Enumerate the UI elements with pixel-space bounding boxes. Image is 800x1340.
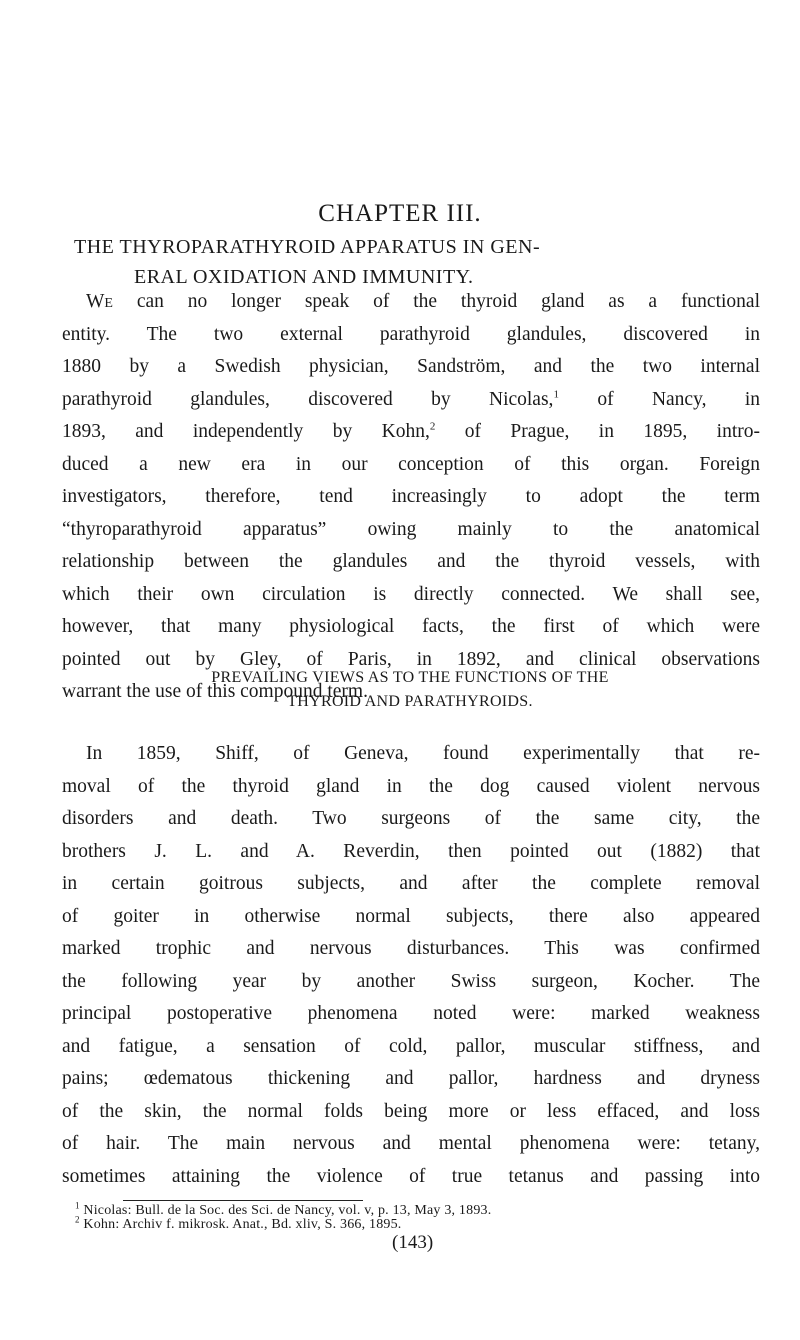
chapter-title-line-1: THE THYROPARATHYROID APPARATUS IN GEN- <box>74 236 541 258</box>
paragraph-1-line: which their own circulation is directly connected. We shall see, <box>62 583 760 605</box>
paragraph-1-line: investigators, therefore, tend increasingly to adopt the term <box>62 486 760 507</box>
paragraph-2-line: the following year by another Swiss surgeon, Kocher. The <box>62 970 760 992</box>
chapter-title-line-2: ERAL OXIDATION AND IMMUNITY. <box>134 266 474 288</box>
paragraph-1-line: duced a new era in our conception of this organ. Foreign <box>62 453 760 475</box>
paragraph-1-line: We can no longer speak of the thyroid gland as a functional <box>86 291 760 312</box>
page-number: (143) <box>392 1232 434 1253</box>
footnote-mark: 2 <box>75 1214 80 1225</box>
paragraph-2-line: sometimes attaining the violence of true tetanus and passing into <box>62 1165 760 1187</box>
section-heading-line-1: PREVAILING VIEWS AS TO THE FUNCTIONS OF THE <box>211 669 609 686</box>
paragraph-2-line: In 1859, Shiff, of Geneva, found experimentally that re- <box>86 743 760 764</box>
paragraph-1-line: warrant the use of this compound term. <box>62 681 368 702</box>
paragraph-2-line: moval of the thyroid gland in the dog caused violent nervous <box>62 775 760 797</box>
paragraph-2-line: disorders and death. Two surgeons of the same city, the <box>62 808 760 829</box>
footnote-1: $^1$ Nicolas: Bull. de la Soc. des Sci. de Nancy, vol. v, p. 13, May 3, 1893. <box>75 1200 492 1218</box>
paragraph-2-line: of goiter in otherwise normal subjects, there also appeared <box>62 905 760 927</box>
footnote-ref-1: 1 <box>553 388 559 400</box>
paragraph-1-line: pointed out by Gley, of Paris, in 1892, and clinical observations <box>62 648 760 670</box>
paragraph-2-line: and fatigue, a sensation of cold, pallor, muscular stiffness, and <box>62 1035 760 1057</box>
chapter-title <box>74 232 760 292</box>
paragraph-1-line: relationship between the glandules and the thyroid vessels, with <box>62 551 760 572</box>
footnotes <box>75 1200 775 1232</box>
paragraph-2 <box>62 738 760 1193</box>
paragraph-1-line: entity. The two external parathyroid glandules, discovered in <box>62 323 760 345</box>
paragraph-2-line: of the skin, the normal folds being more or less effaced, and loss <box>62 1100 760 1122</box>
paragraph-2-line: brothers J. L. and A. Reverdin, then pointed out (1882) that <box>62 840 760 862</box>
paragraph-1-line: however, that many physiological facts, the first of which were <box>62 616 760 637</box>
paragraph-2-line: principal postoperative phenomena noted were: marked weakness <box>62 1003 760 1024</box>
paragraph-1 <box>62 286 760 709</box>
chapter-heading: CHAPTER III. <box>318 200 482 227</box>
paragraph-1-line: “thyroparathyroid apparatus” owing mainly to the anatomical <box>62 518 760 540</box>
section-heading <box>60 666 760 714</box>
footnote-mark: 1 <box>75 1200 80 1211</box>
paragraph-2-line: in certain goitrous subjects, and after the complete removal <box>62 873 760 894</box>
paragraph-1-line: 1880 by a Swedish physician, Sandström, and the two internal <box>62 356 760 377</box>
paragraph-1-line: parathyroid glandules, discovered by Nicolas,$^1$ of Nancy, in <box>62 388 760 410</box>
footnote-2: $^2$ Kohn: Archiv f. mikrosk. Anat., Bd. xliv, S. 366, 1895. <box>75 1214 402 1232</box>
paragraph-2-line: pains; œdematous thickening and pallor, hardness and dryness <box>62 1068 760 1089</box>
section-heading-line-2: THYROID AND PARATHYROIDS. <box>287 693 533 710</box>
paragraph-2-line: of hair. The main nervous and mental phenomena were: tetany, <box>62 1133 760 1154</box>
footnote-divider <box>123 1200 363 1201</box>
lead-word: We <box>86 291 113 312</box>
footnote-ref-2: 2 <box>429 420 436 433</box>
paragraph-2-line: marked trophic and nervous disturbances. This was confirmed <box>62 938 760 959</box>
paragraph-1-line: 1893, and independently by Kohn,$^2$ of Prague, in 1895, intro- <box>62 420 760 442</box>
